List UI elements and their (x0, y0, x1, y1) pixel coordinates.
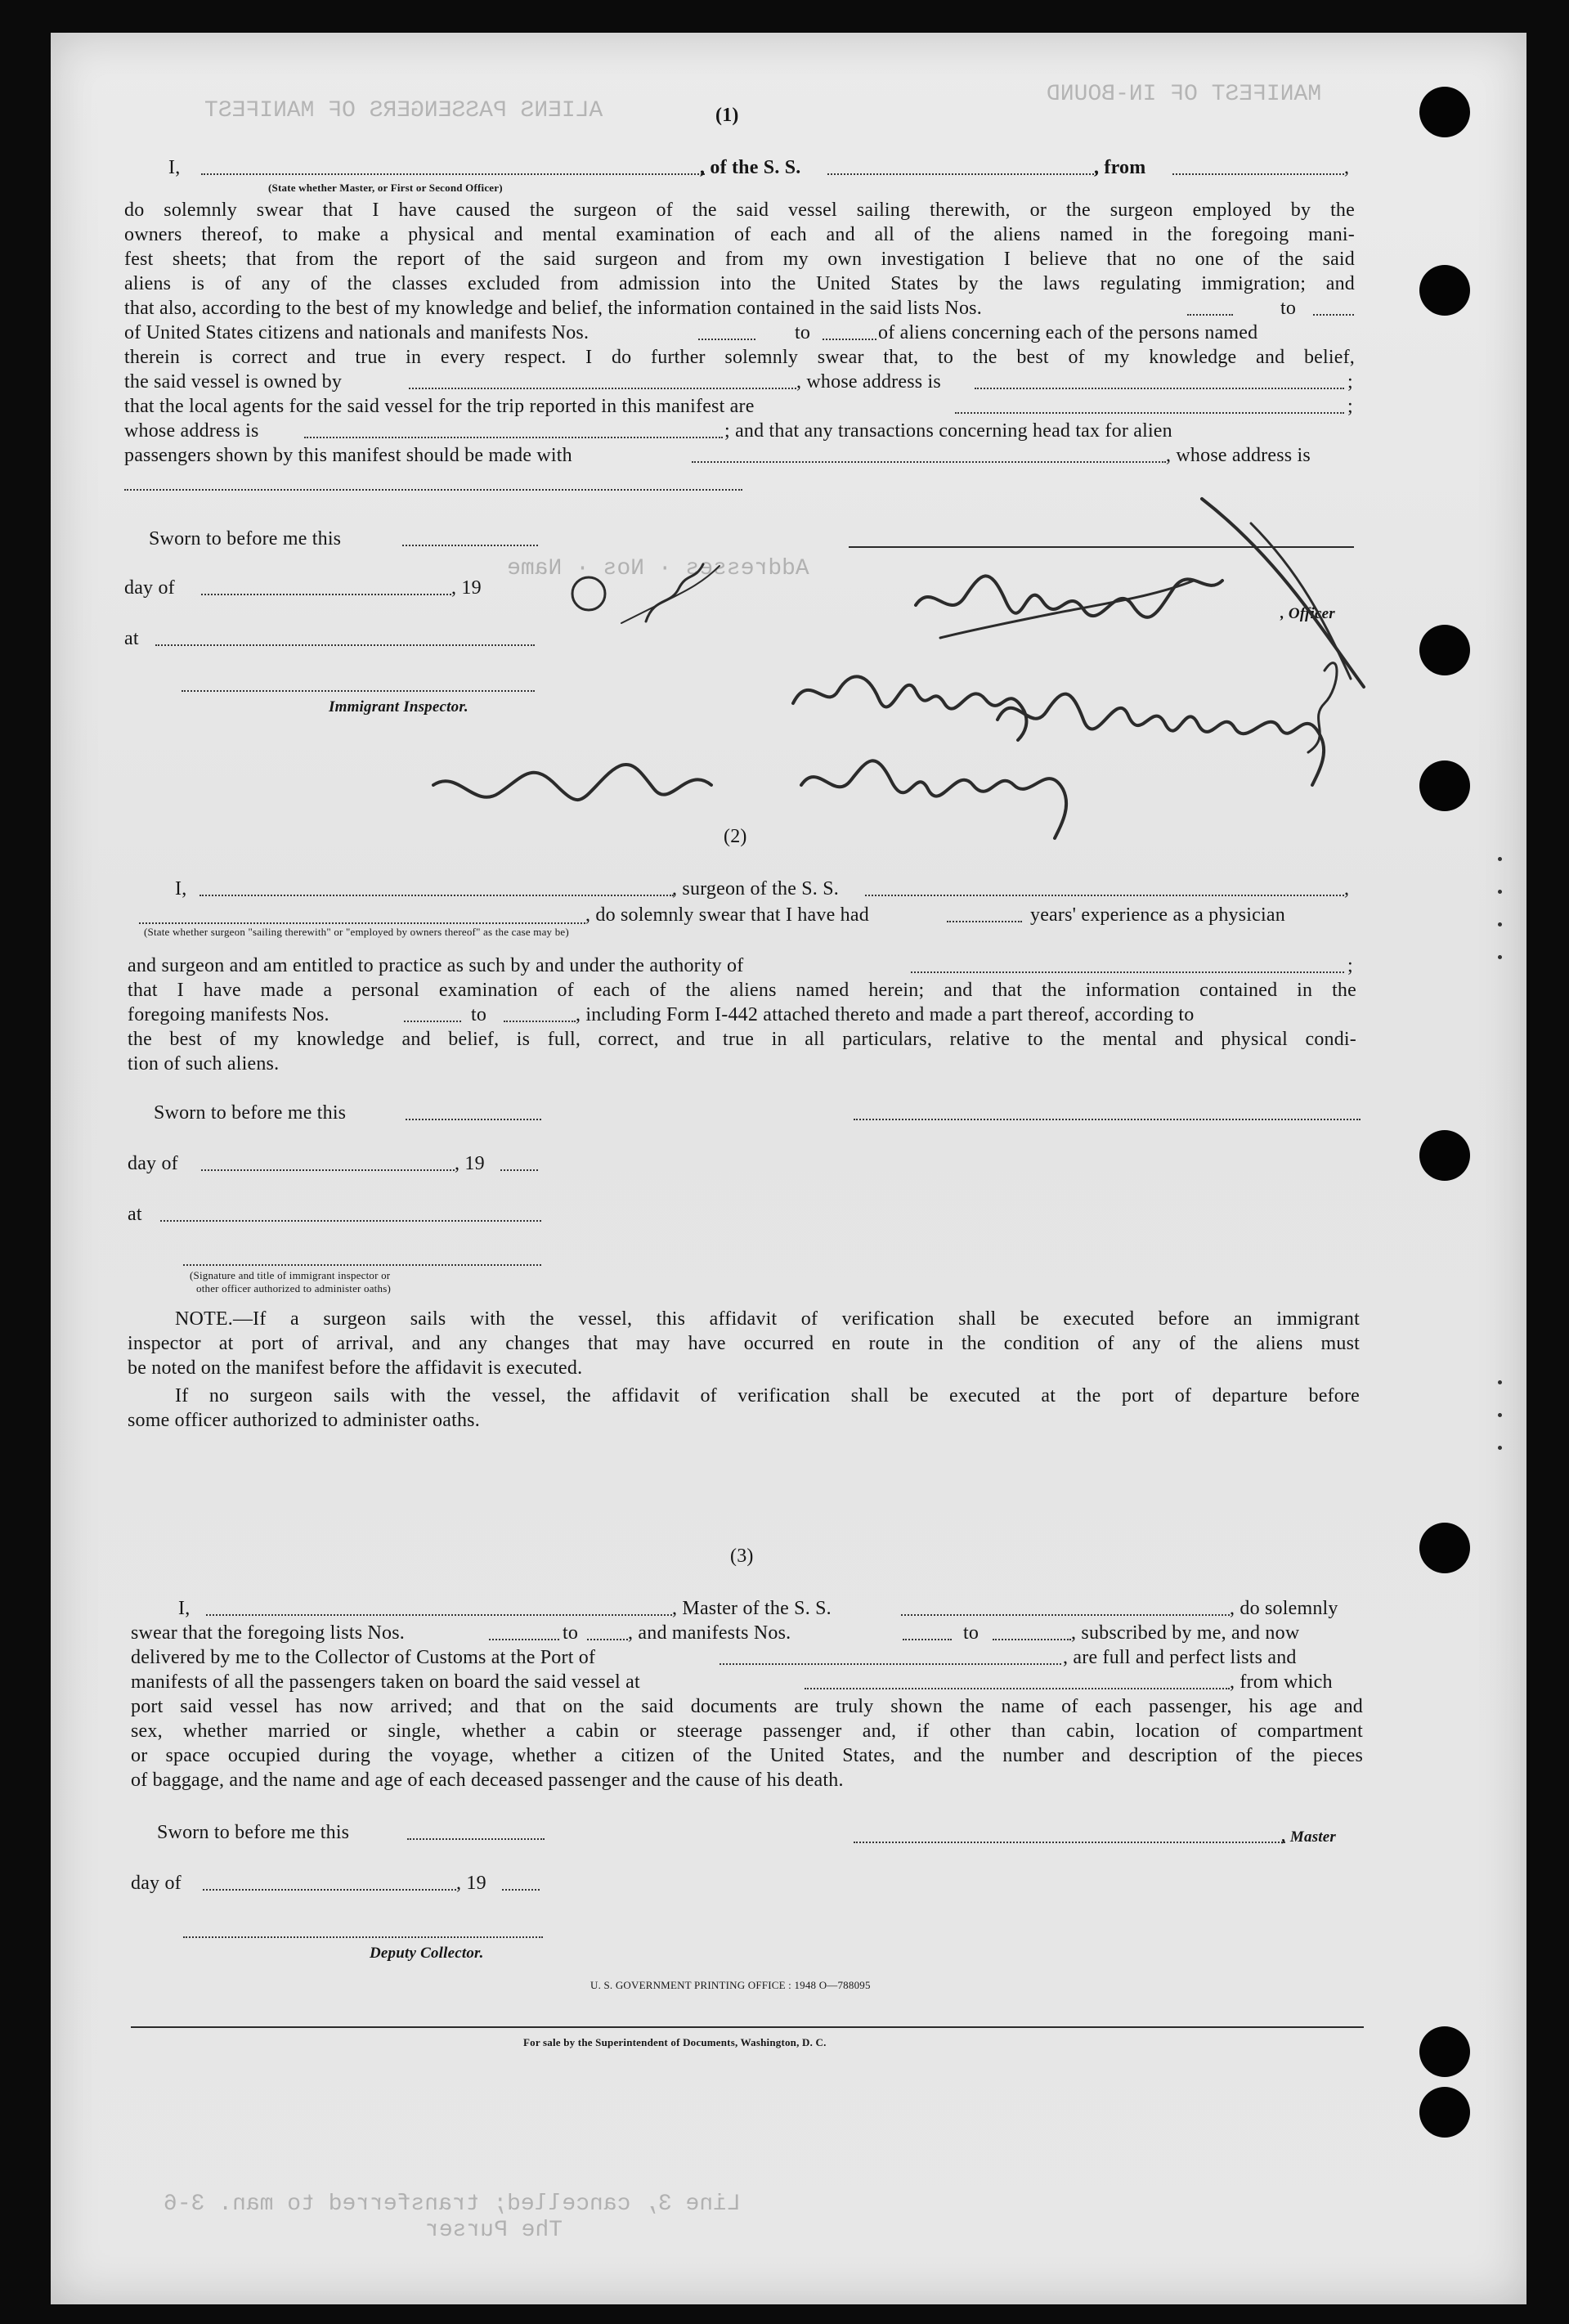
line-end: ; (1347, 396, 1353, 417)
lists-perfect-text: , are full and perfect lists and (1063, 1647, 1297, 1668)
experience-text: , do solemnly swear that I have had (585, 904, 869, 926)
collector-label: Deputy Collector. (370, 1945, 484, 1962)
oath-i-label: I, (178, 1598, 191, 1619)
oath-text-line: owners thereof, to make a physical and mental examination of each and all of the aliens named in the foregoing mani- (124, 224, 1355, 245)
form-text: , including Form I-442 attached thereto and made a part thereof, according to (576, 1004, 1195, 1025)
oath-i-label: I, (168, 157, 181, 178)
citizens-text-b: of aliens concerning each of the persons named (878, 322, 1258, 343)
note-text: some officer authorized to administer oaths. (128, 1410, 480, 1431)
section-number-1: (1) (715, 105, 739, 126)
oath-text-line: of baggage, and the name and age of each deceased passenger and the cause of his death. (131, 1770, 844, 1791)
at-label: at (124, 628, 139, 649)
oath-text-line: fest sheets; that from the report of the said surgeon and from my own investigation I believe that no one of the said (124, 249, 1355, 270)
day-of-label: day of (128, 1153, 178, 1174)
agents-address-label: whose address is (124, 420, 259, 442)
authority-text: and surgeon and am entitled to practice as such by and under the authority of (128, 955, 744, 976)
note-text: If no surgeon sails with the vessel, the affidavit of verification shall be executed at the port of departure before (175, 1385, 1360, 1407)
lists-to-label: to (563, 1622, 579, 1644)
bleed-through-text: ALIENS PASSENGERS OF MANIFEST (204, 98, 603, 123)
bleed-through-text: The Purser (425, 2218, 563, 2243)
oath-text-line: the best of my knowledge and belief, is full, correct, and true in all particulars, relative to the mental and physical condi- (128, 1029, 1356, 1050)
oath-text-line: port said vessel has now arrived; and that on the said documents are truly shown the name of each passenger, his age and (131, 1696, 1363, 1717)
handwritten-note (793, 676, 1026, 740)
bleed-through-text: MANIFEST OF IN-BOUND (1047, 82, 1322, 107)
oath-text-line: do solemnly swear that I have caused the surgeon of the said vessel sailing therewith, or the surgeon employed by the (124, 200, 1355, 221)
line-end: , (1344, 157, 1350, 178)
master-label: , Master of the S. S. (672, 1598, 832, 1619)
oath-text-line: that I have made a personal examination of each of the aliens named herein; and that the information contained in the (128, 980, 1356, 1001)
oath-text-line: aliens is of any of the classes excluded from admission into the United States by the laws regulating immigration; and (124, 273, 1355, 294)
from-label: , from (1094, 157, 1146, 178)
vessel-label: , of the S. S. (700, 157, 801, 178)
stamp-mark (646, 564, 703, 621)
sworn-label: Sworn to before me this (154, 1102, 347, 1124)
citizens-text: of United States citizens and nationals and manifests Nos. (124, 322, 589, 343)
oath-text-line: sex, whether married or single, whether a cabin or steerage passenger and, if other than cabin, location of compartment (131, 1721, 1363, 1742)
surgeon-label: , surgeon of the S. S. (672, 878, 839, 900)
handwritten-note (997, 694, 1324, 785)
sale-notice: For sale by the Superintendent of Documents, Washington, D. C. (523, 2036, 827, 2048)
signature-caption: (Signature and title of immigrant inspector or (190, 1269, 391, 1281)
year-label: , 19 (455, 1153, 485, 1174)
note-text: be noted on the manifest before the affidavit is executed. (128, 1357, 583, 1379)
bleed-through-text: Line 3, cancelled; transferred to man. 3-6 (164, 2192, 741, 2217)
manifests-text: foregoing manifests Nos. (128, 1004, 329, 1025)
manifests-to-label: to (963, 1622, 980, 1644)
experience-text-b: years' experience as a physician (1030, 904, 1285, 926)
citizens-to-label: to (795, 322, 811, 343)
section-number-2: (2) (724, 826, 747, 847)
day-of-label: day of (131, 1873, 182, 1894)
year-label: , 19 (451, 577, 482, 599)
oath-text-line: or space occupied during the voyage, whether a citizen of the United States, and the number and description of the pieces (131, 1745, 1363, 1766)
solemnly-text: , do solemnly (1230, 1598, 1338, 1619)
oath-i-label: I, (175, 878, 187, 900)
boarded-text: manifests of all the passengers taken on board the said vessel at (131, 1671, 640, 1693)
lists-to-label: to (1280, 298, 1297, 319)
officer-signature-scrawl (940, 581, 1194, 638)
from-which-text: , from which (1230, 1671, 1333, 1693)
owned-label: the said vessel is owned by (124, 371, 343, 393)
passengers-label: passengers shown by this manifest should be made with (124, 445, 572, 466)
oath-text-line: tion of such aliens. (128, 1053, 280, 1075)
note-text: NOTE.—If a surgeon sails with the vessel, this affidavit of verification shall be executed before an immigrant (175, 1308, 1360, 1330)
handwritten-note (433, 765, 711, 800)
rank-caption: (State whether Master, or First or Second Officer) (268, 182, 503, 194)
line-end: ; (1347, 371, 1353, 393)
contact-address-label: , whose address is (1166, 445, 1311, 466)
master-title-label: , Master (1282, 1828, 1336, 1846)
sworn-label: Sworn to before me this (149, 528, 342, 550)
subscribed-text: , subscribed by me, and now (1071, 1622, 1300, 1644)
handwritten-slash (1202, 499, 1364, 687)
lists-text: that also, according to the best of my knowledge and belief, the information contained in the said lists Nos. (124, 298, 982, 319)
note-text: inspector at port of arrival, and any changes that may have occurred en route in the condition of any of the aliens must (128, 1333, 1360, 1354)
lists-text: swear that the foregoing lists Nos. (131, 1622, 405, 1644)
head-tax-text: ; and that any transactions concerning head tax for alien (724, 420, 1172, 442)
handwritten-note (801, 760, 1066, 838)
signature-caption: other officer authorized to administer oaths) (196, 1282, 391, 1294)
printing-office-line: U. S. GOVERNMENT PRINTING OFFICE : 1948 O—788095 (590, 1979, 871, 1991)
officer-label: , Officer (1280, 605, 1335, 622)
agents-label: that the local agents for the said vessel for the trip reported in this manifest are (124, 396, 755, 417)
manifests-text: , and manifests Nos. (628, 1622, 791, 1644)
bleed-through-text: Addresses · Nos · Name (507, 556, 809, 581)
oath-text-line: therein is correct and true in every respect. I do further solemnly swear that, to the best of my knowledge and belief, (124, 347, 1355, 368)
line-end: ; (1347, 955, 1353, 976)
collector-text: delivered by me to the Collector of Customs at the Port of (131, 1647, 596, 1668)
stamp-circle (572, 577, 605, 610)
inspector-label: Immigrant Inspector. (329, 698, 468, 716)
surgeon-caption: (State whether surgeon "sailing therewith" or "employed by owners thereof" as the case may be) (144, 926, 569, 938)
manifests-to-label: to (471, 1004, 487, 1025)
sworn-label: Sworn to before me this (157, 1822, 350, 1843)
day-of-label: day of (124, 577, 175, 599)
year-label: , 19 (456, 1873, 486, 1894)
section-number-3: (3) (730, 1546, 754, 1567)
owner-address-label: , whose address is (796, 371, 941, 393)
at-label: at (128, 1204, 142, 1225)
line-end: , (1344, 878, 1350, 900)
stamp-mark (621, 566, 719, 623)
